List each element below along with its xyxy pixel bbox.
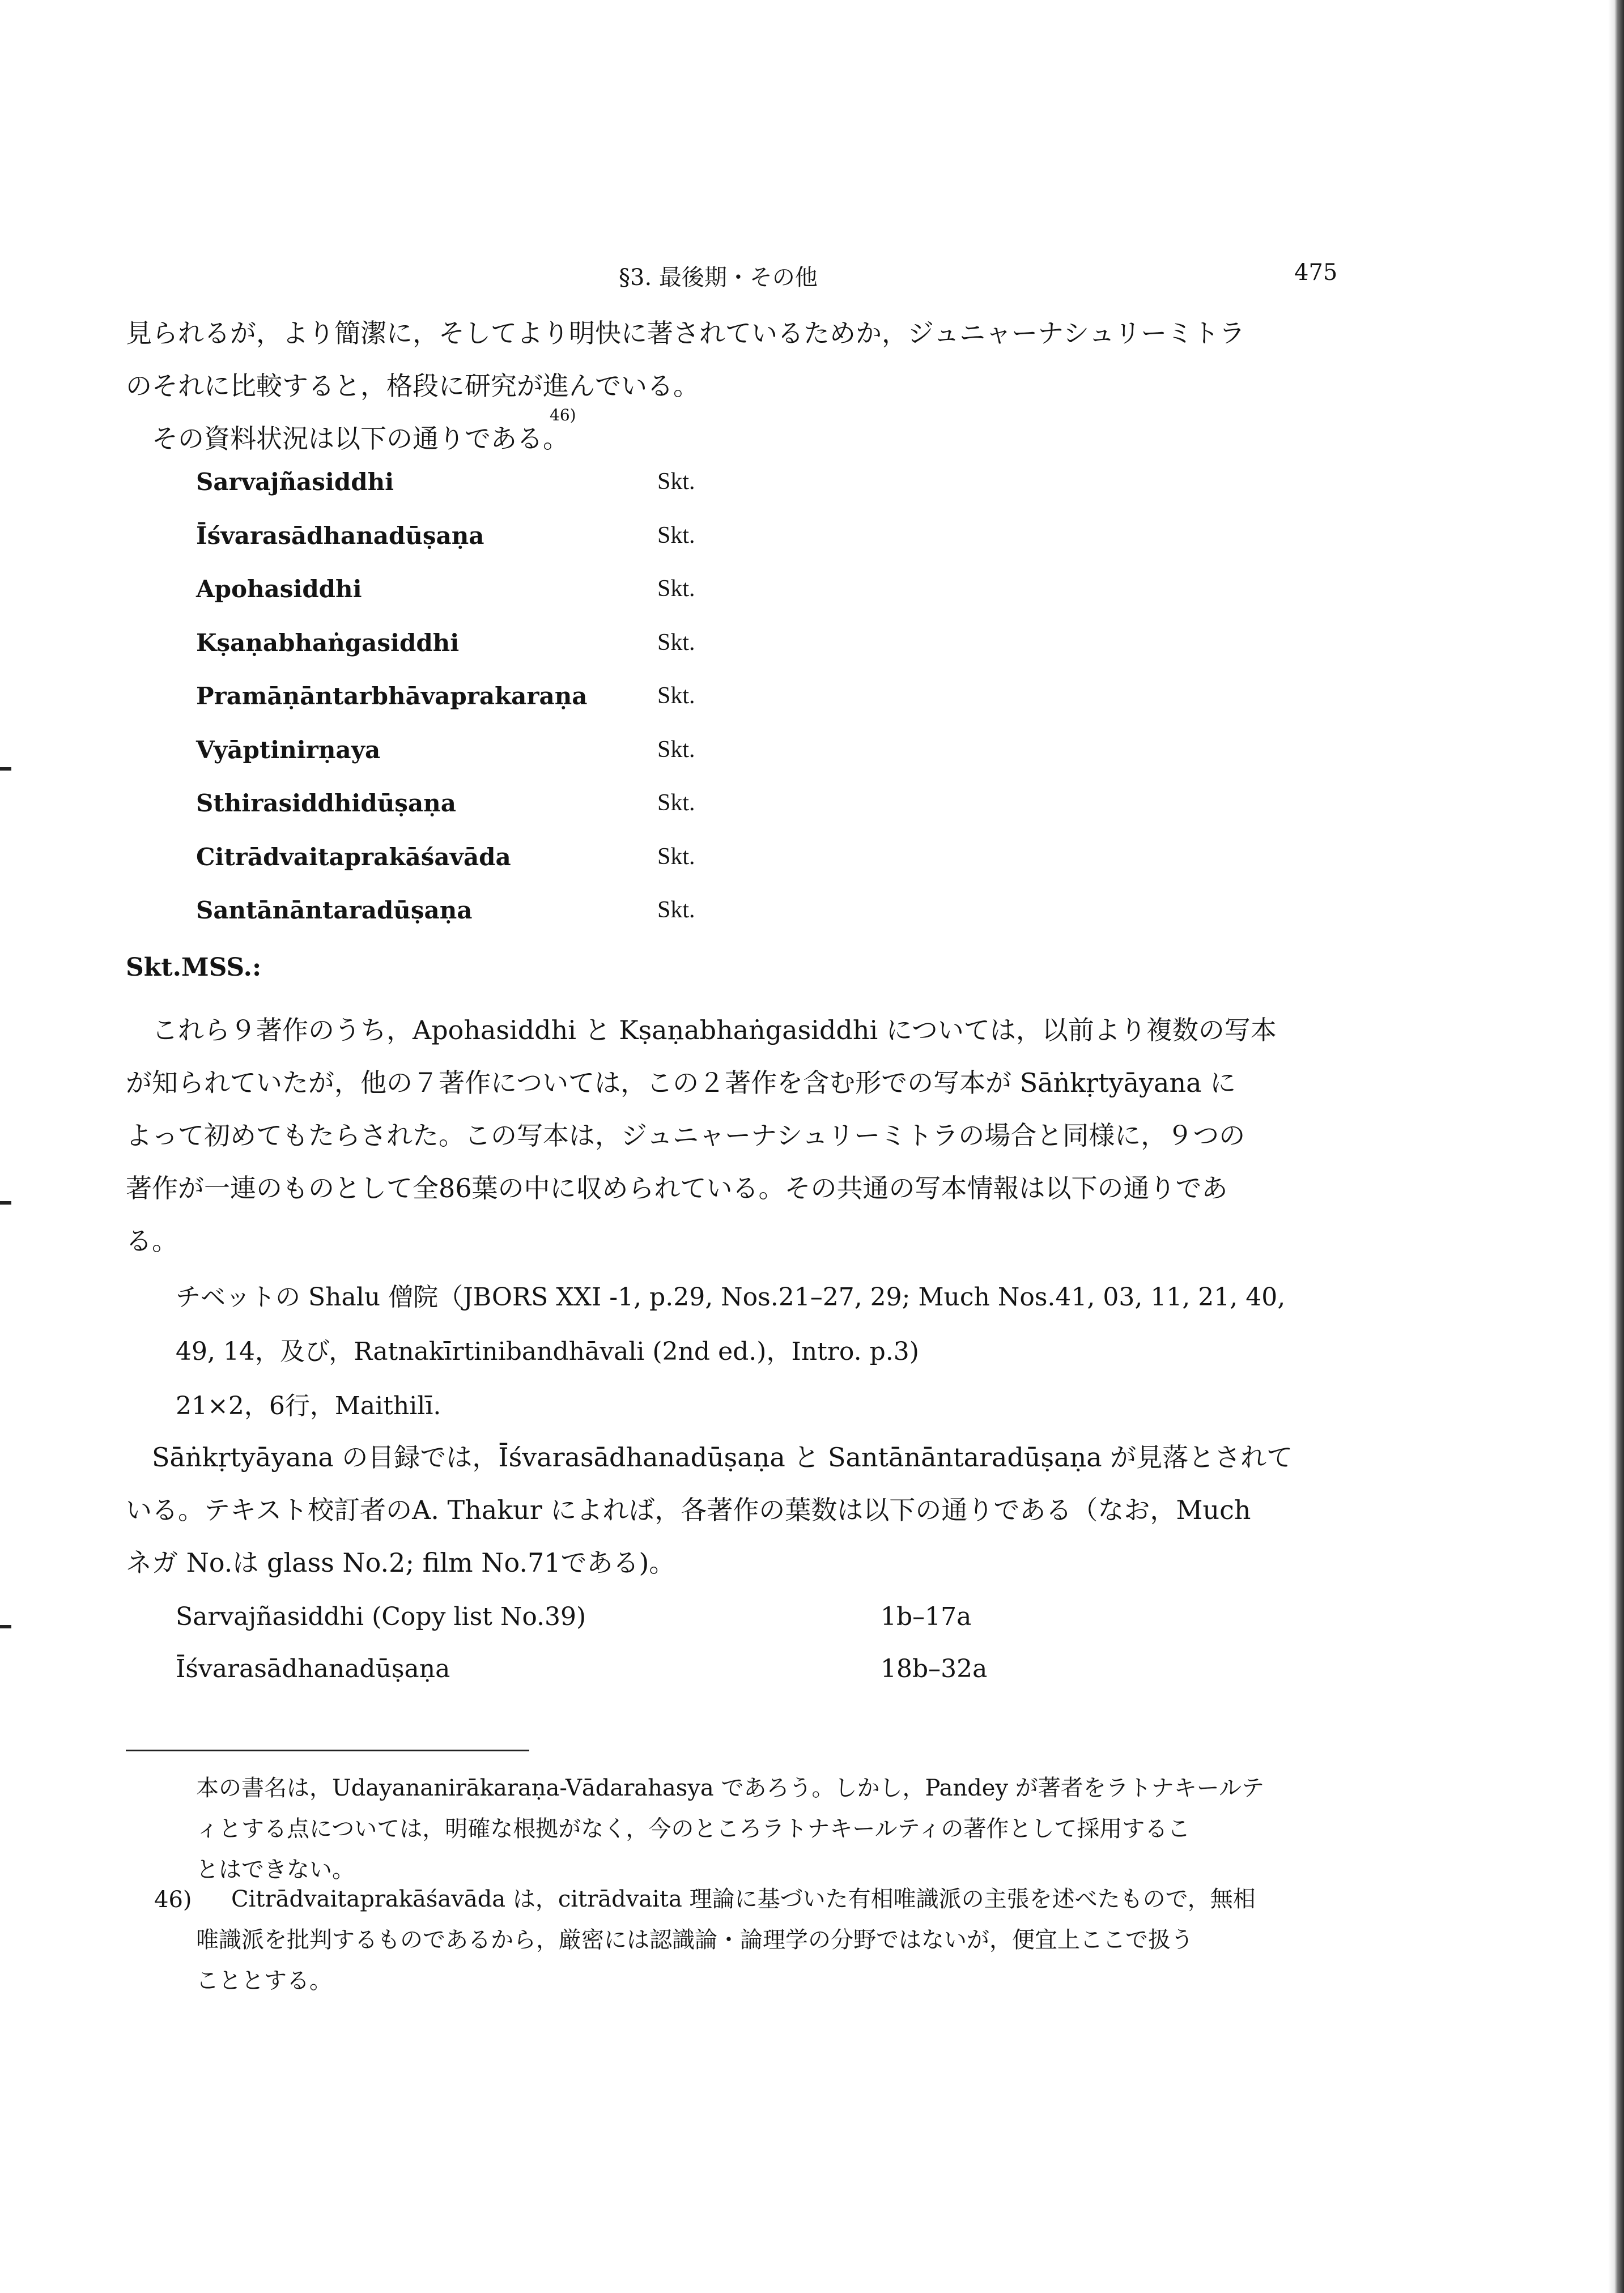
text-line: いる。テキスト校訂者のA. Thakur によれば，各著作の葉数は以下の通りである（なお，Much — [126, 1495, 1251, 1525]
text-line: 唯識派を批判するものであるから，厳密には認識論・論理学の分野ではないが，便宜上ここで扱う — [196, 1927, 1193, 1953]
footnote-continued — [196, 1768, 1264, 1890]
folio-range: 18b–32a — [881, 1654, 988, 1683]
ms-info — [176, 1270, 1285, 1433]
text-line: ィとする点については，明確な根拠がなく，今のところラトナキールティの著作として採用するこ — [196, 1816, 1191, 1842]
text-line: 著作が一連のものとして全86葉の中に収められている。その共通の写本情報は以下の通りであ — [126, 1173, 1228, 1203]
page-edge-shadow — [1608, 0, 1624, 2293]
work-title: Sarvajñasiddhi — [196, 468, 394, 496]
work-language: Skt. — [657, 736, 695, 763]
work-language: Skt. — [657, 790, 695, 816]
folio-row — [176, 1602, 972, 1631]
text-line: Citrādvaitaprakāśavāda は，citrādvaita 理論に基づいた有相唯識派の主張を述べたもので，無相 — [231, 1886, 1256, 1912]
footnote-ref: 46) — [550, 406, 576, 424]
folio-title: Īśvarasādhanadūṣaṇa — [176, 1654, 450, 1683]
text-line: が知られていたが，他の７著作については，この２著作を含む形での写本が Sāṅkṛtyāyana に — [126, 1067, 1236, 1098]
mss-paragraph — [126, 1004, 1327, 1267]
work-language: Skt. — [657, 683, 695, 709]
text-line: のそれに比較すると，格段に研究が進んでいる。 — [126, 371, 699, 401]
work-title: Kṣaṇabhaṅgasiddhi — [196, 628, 460, 657]
section-label: Skt.MSS.: — [126, 953, 262, 982]
text-line: 21×2，6行，Maithilī. — [176, 1392, 441, 1420]
text-line: よって初めてもたらされた。この写本は，ジュニャーナシュリーミトラの場合と同様に，９つの — [126, 1120, 1245, 1151]
work-title: Īśvarasādhanadūṣaṇa — [196, 521, 484, 550]
text-line: こととする。 — [196, 1968, 332, 1994]
text-line: ネガ No.は glass No.2; film No.71である)。 — [126, 1547, 675, 1578]
work-language: Skt. — [657, 629, 695, 656]
intro-paragraph — [126, 307, 1327, 465]
text-line: とはできない。 — [196, 1857, 355, 1883]
catalog-paragraph — [126, 1431, 1327, 1589]
work-title: Apohasiddhi — [196, 575, 362, 603]
text-line: 見られるが，より簡潔に，そしてより明快に著されているためか，ジュニャーナシュリーミトラ — [126, 318, 1245, 348]
work-title: Vyāptinirṇaya — [196, 735, 381, 764]
margin-tick — [0, 1201, 11, 1205]
work-title: Santānāntaradūṣaṇa — [196, 896, 473, 924]
work-language: Skt. — [657, 576, 695, 602]
folio-row — [176, 1654, 988, 1683]
text-line: Sāṅkṛtyāyana の目録では，Īśvarasādhanadūṣaṇa と Santānāntaradūṣaṇa が見落とされて — [152, 1442, 1293, 1473]
work-title: Citrādvaitaprakāśavāda — [196, 843, 511, 871]
work-title: Pramāṇāntarbhāvaprakaraṇa — [196, 682, 588, 710]
work-language: Skt. — [657, 843, 695, 870]
text-line: チベットの Shalu 僧院（JBORS XXI -1, p.29, Nos.21–27, 29; Much Nos.41, 03, 11, 21, 40, — [176, 1283, 1286, 1312]
text-line: これら９著作のうち，Apohasiddhi と Kṣaṇabhaṅgasiddhi については，以前より複数の写本 — [152, 1015, 1277, 1045]
text-line: 49, 14，及び，Ratnakīrtinibandhāvali (2nd ed.)，Intro. p.3) — [176, 1337, 919, 1366]
work-language: Skt. — [657, 469, 695, 495]
margin-tick — [0, 1625, 11, 1628]
footnote-number: 46) — [154, 1887, 192, 1913]
work-title: Sthirasiddhidūṣaṇa — [196, 789, 456, 817]
text-line: その資料状況は以下の通りである。 — [152, 423, 569, 454]
margin-tick — [0, 767, 11, 771]
work-language: Skt. — [657, 897, 695, 923]
footnote-46 — [196, 1879, 1256, 2001]
folio-range: 1b–17a — [881, 1602, 972, 1631]
footnote-divider — [126, 1750, 529, 1751]
text-line: 本の書名は，Udayananirākaraṇa-Vādarahasya であろう。しかし，Pandey が著者をラトナキールテ — [196, 1775, 1264, 1801]
text-line: る。 — [126, 1226, 178, 1256]
page-number: 475 — [1294, 259, 1338, 286]
running-header: §3. 最後期・その他 — [619, 265, 818, 291]
folio-title: Sarvajñasiddhi (Copy list No.39) — [176, 1602, 586, 1631]
work-language: Skt. — [657, 522, 695, 548]
